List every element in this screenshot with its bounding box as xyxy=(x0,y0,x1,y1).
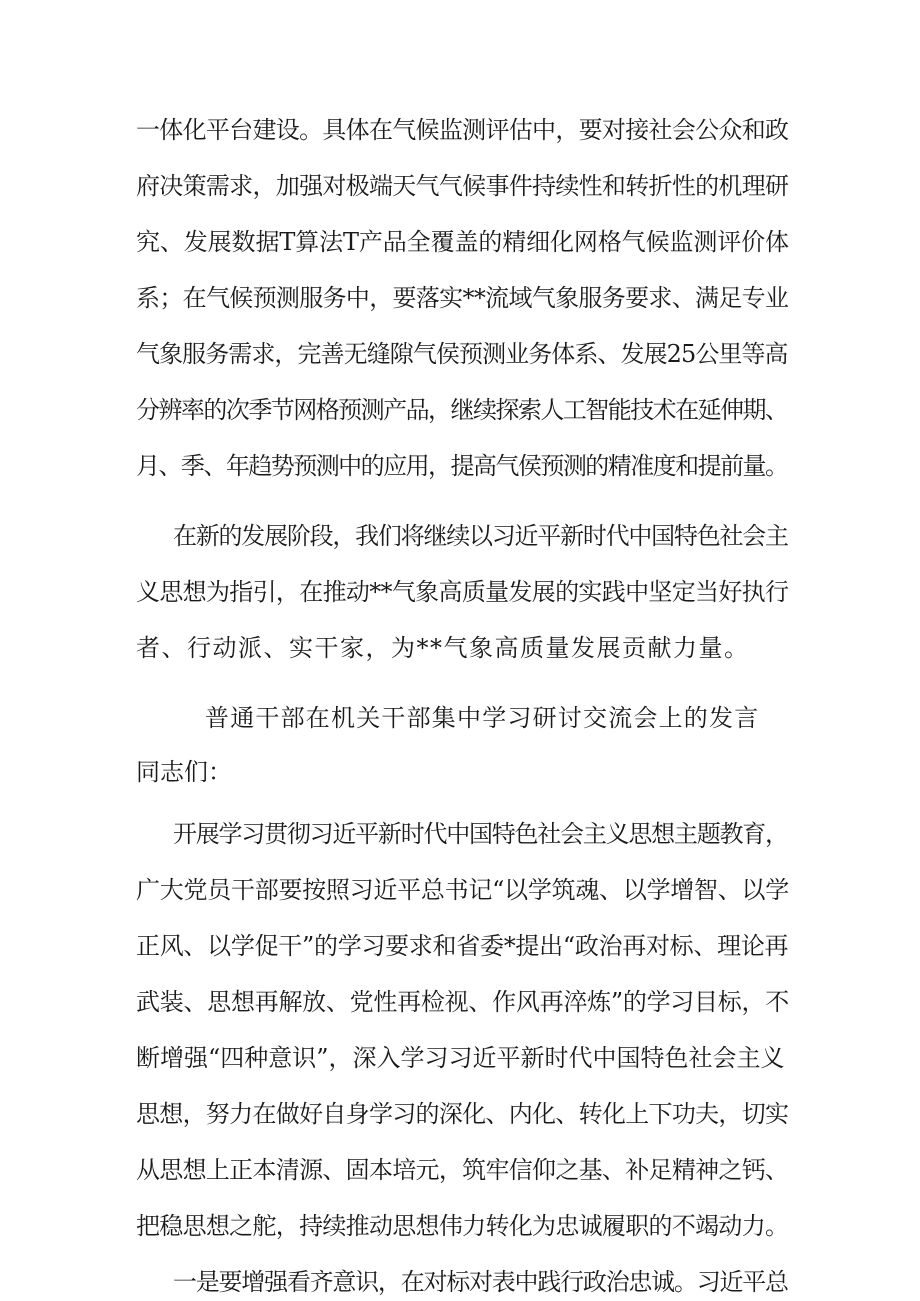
paragraph-3-line-1: 开展学习贯彻习近平新时代中国特色社会主义思想主题教育， xyxy=(173,820,788,848)
paragraph-3-line-4: 武装、思想再解放、党性再检视、作风再淬炼”的学习目标，不 xyxy=(136,988,790,1016)
paragraph-3-line-2: 广大党员干部要按照习近平总书记“以学筑魂、以学增智、以学 xyxy=(136,876,790,904)
paragraph-2-line-1: 在新的发展阶段，我们将继续以习近平新时代中国特色社会主 xyxy=(173,522,788,550)
paragraph-3-line-8: 把稳思想之舵，持续推动思想伟力转化为忠诚履职的不竭动力。 xyxy=(136,1212,789,1240)
paragraph-3-line-7: 从思想上正本清源、固本培元，筑牢信仰之基、补足精神之钙、 xyxy=(136,1156,789,1184)
paragraph-1-line-2: 府决策需求，加强对极端天气气候事件持续性和转折性的机理研 xyxy=(136,172,789,200)
paragraph-1-line-5: 气象服务需求，完善无缝隙气侯预测业务体系、发展25公里等高 xyxy=(136,340,788,368)
paragraph-1-line-7: 月、季、年趋势预测中的应用，提高气侯预测的精准度和提前量。 xyxy=(136,452,788,480)
paragraph-4-line-1: 一是要增强看齐意识，在对标对表中践行政治忠诚。习近平总 xyxy=(173,1268,788,1296)
paragraph-2-line-2: 义思想为指引，在推动**气象高质量发展的实践中坚定当好执行 xyxy=(136,578,789,606)
paragraph-1-line-6: 分辨率的次季节网格预测产品，继续探索人工智能技术在延伸期、 xyxy=(136,396,788,424)
paragraph-3-line-6: 思想，努力在做好自身学习的深化、内化、转化上下功夫，切实 xyxy=(136,1100,789,1128)
paragraph-1-line-4: 系；在气候预测服务中，要落实**流域气象服务要求、满足专业 xyxy=(136,284,789,312)
paragraph-1-line-1: 一体化平台建设。具体在气候监测评估中，要对接社会公众和政 xyxy=(136,116,789,144)
paragraph-3-line-3: 正风、以学促干”的学习要求和省委*提出“政治再对标、理论再 xyxy=(136,932,789,960)
paragraph-3-line-5: 断增强“四种意识”，深入学习习近平新时代中国特色社会主义 xyxy=(136,1044,785,1072)
paragraph-1-line-3: 究、发展数据T算法T产品全覆盖的精细化网格气候监测评价体 xyxy=(136,228,789,256)
paragraph-2-line-3: 者、行动派、实干家，为**气象高质量发展贡献力量。 xyxy=(136,634,750,662)
salutation: 同志们： xyxy=(136,758,232,786)
speech-title: 普通干部在机关干部集中学习研讨交流会上的发言 xyxy=(205,704,760,732)
